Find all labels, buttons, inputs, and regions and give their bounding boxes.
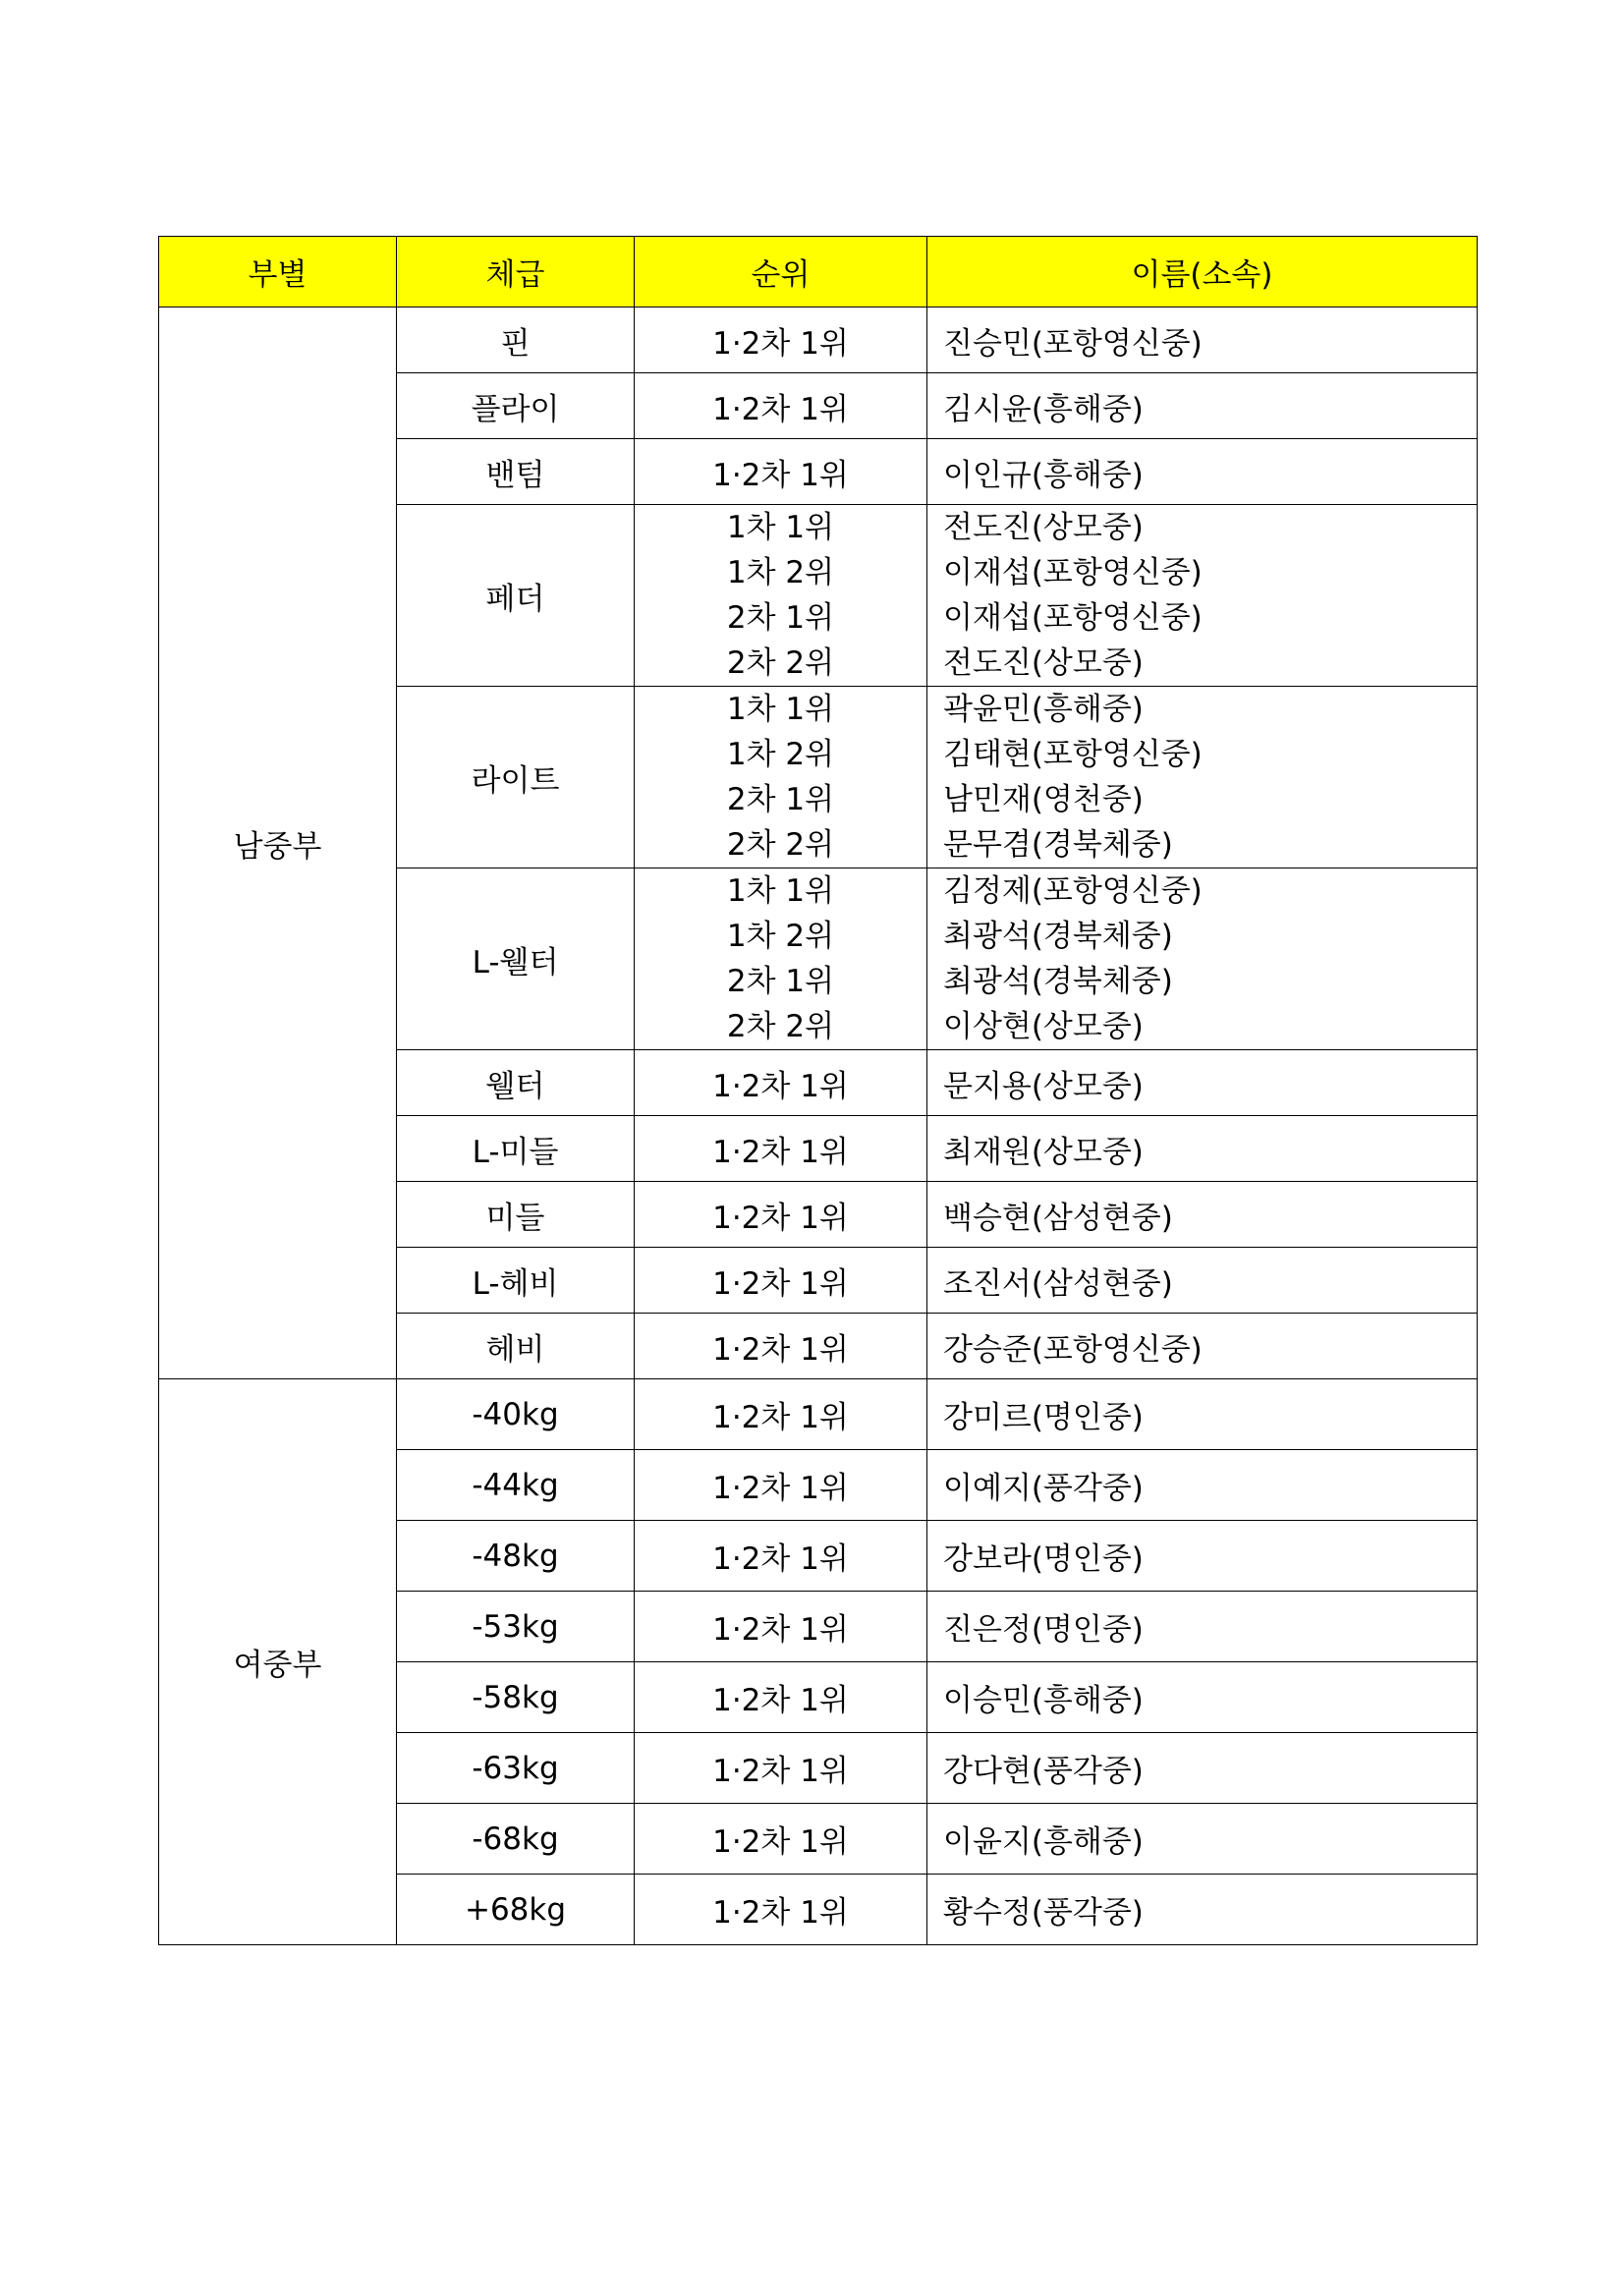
name-cell-line: 남민재(영천중) [943, 782, 1144, 817]
weight-class-cell: -63kg [397, 1733, 635, 1804]
weight-class-cell: L-웰터 [397, 868, 635, 1050]
name-cell-line: 전도진(상모중) [943, 645, 1144, 681]
name-cell-line: 문무겸(경북체중) [943, 827, 1173, 863]
rank-cell-line: 1차 1위 [726, 692, 835, 727]
name-cell-line: 이재섭(포항영신중) [943, 555, 1203, 590]
weight-class-cell: L-헤비 [397, 1248, 635, 1314]
header-rank: 순위 [635, 237, 927, 308]
rank-cell [635, 687, 927, 868]
division-cell: 남중부 [159, 308, 397, 1379]
weight-class-cell: L-미들 [397, 1116, 635, 1182]
weight-class-cell: 핀 [397, 308, 635, 373]
weight-class-cell: -44kg [397, 1450, 635, 1521]
results-body [159, 308, 1478, 1945]
rank-cell: 1·2차 1위 [635, 1592, 927, 1662]
weight-class-cell: 미들 [397, 1182, 635, 1248]
name-cell [927, 505, 1478, 687]
rank-cell-line: 2차 1위 [726, 782, 835, 817]
rank-cell-line: 1차 1위 [726, 510, 835, 545]
rank-cell: 1·2차 1위 [635, 1116, 927, 1182]
division-cell: 여중부 [159, 1379, 397, 1945]
name-cell: 강승준(포항영신중) [927, 1314, 1478, 1379]
weight-class-cell: +68kg [397, 1875, 635, 1945]
rank-cell-stack [635, 687, 926, 868]
weight-class-cell: 라이트 [397, 687, 635, 868]
weight-class-cell: 페더 [397, 505, 635, 687]
rank-cell: 1·2차 1위 [635, 1662, 927, 1733]
name-cell-line: 이재섭(포항영신중) [943, 600, 1203, 636]
weight-class-cell: 웰터 [397, 1050, 635, 1116]
rank-cell-line: 2차 1위 [726, 600, 835, 636]
rank-cell-stack [635, 505, 926, 686]
name-cell: 강다현(풍각중) [927, 1733, 1478, 1804]
name-cell-stack [943, 505, 1477, 686]
name-cell-line: 최광석(경북체중) [943, 919, 1173, 954]
weight-class-cell: 플라이 [397, 373, 635, 439]
name-cell-line: 곽윤민(흥해중) [943, 692, 1144, 727]
rank-cell-line: 1차 1위 [726, 873, 835, 909]
name-cell: 이승민(흥해중) [927, 1662, 1478, 1733]
name-cell: 이인규(흥해중) [927, 439, 1478, 505]
name-cell-line: 이상현(상모중) [943, 1009, 1144, 1044]
name-cell: 백승현(삼성현중) [927, 1182, 1478, 1248]
name-cell-line: 김태현(포항영신중) [943, 737, 1203, 772]
name-cell [927, 687, 1478, 868]
name-cell-stack [943, 868, 1477, 1049]
rank-cell: 1·2차 1위 [635, 1521, 927, 1592]
rank-cell-line: 2차 1위 [726, 964, 835, 999]
rank-cell [635, 868, 927, 1050]
name-cell: 최재원(상모중) [927, 1116, 1478, 1182]
weight-class-cell: 밴텀 [397, 439, 635, 505]
name-cell: 진은정(명인중) [927, 1592, 1478, 1662]
rank-cell-line: 1차 2위 [726, 555, 835, 590]
weight-class-cell: 헤비 [397, 1314, 635, 1379]
rank-cell: 1·2차 1위 [635, 1875, 927, 1945]
name-cell-line: 최광석(경북체중) [943, 964, 1173, 999]
weight-class-cell: -53kg [397, 1592, 635, 1662]
header-row [159, 237, 1478, 308]
header-name: 이름(소속) [927, 237, 1478, 308]
rank-cell [635, 505, 927, 687]
rank-cell: 1·2차 1위 [635, 439, 927, 505]
rank-cell: 1·2차 1위 [635, 1314, 927, 1379]
rank-cell: 1·2차 1위 [635, 1182, 927, 1248]
header-division: 부별 [159, 237, 397, 308]
rank-cell: 1·2차 1위 [635, 1804, 927, 1875]
header-weight: 체급 [397, 237, 635, 308]
rank-cell-stack [635, 868, 926, 1049]
name-cell: 김시윤(흥해중) [927, 373, 1478, 439]
rank-cell: 1·2차 1위 [635, 1248, 927, 1314]
name-cell: 강미르(명인중) [927, 1379, 1478, 1450]
results-table [158, 236, 1478, 1945]
name-cell-line: 전도진(상모중) [943, 510, 1144, 545]
rank-cell-line: 1차 2위 [726, 737, 835, 772]
name-cell [927, 868, 1478, 1050]
rank-cell-line: 2차 2위 [726, 1009, 835, 1044]
rank-cell: 1·2차 1위 [635, 373, 927, 439]
name-cell: 문지용(상모중) [927, 1050, 1478, 1116]
weight-class-cell: -68kg [397, 1804, 635, 1875]
name-cell: 황수정(풍각중) [927, 1875, 1478, 1945]
rank-cell: 1·2차 1위 [635, 1450, 927, 1521]
rank-cell-line: 1차 2위 [726, 919, 835, 954]
rank-cell: 1·2차 1위 [635, 1050, 927, 1116]
rank-cell-line: 2차 2위 [726, 827, 835, 863]
name-cell-stack [943, 687, 1477, 868]
rank-cell-line: 2차 2위 [726, 645, 835, 681]
name-cell: 이윤지(흥해중) [927, 1804, 1478, 1875]
name-cell-line: 김정제(포항영신중) [943, 873, 1203, 909]
name-cell: 이예지(풍각중) [927, 1450, 1478, 1521]
weight-class-cell: -48kg [397, 1521, 635, 1592]
table-row [159, 1379, 1478, 1450]
name-cell: 강보라(명인중) [927, 1521, 1478, 1592]
name-cell: 진승민(포항영신중) [927, 308, 1478, 373]
rank-cell: 1·2차 1위 [635, 1379, 927, 1450]
name-cell: 조진서(삼성현중) [927, 1248, 1478, 1314]
weight-class-cell: -58kg [397, 1662, 635, 1733]
table-row [159, 308, 1478, 373]
rank-cell: 1·2차 1위 [635, 308, 927, 373]
rank-cell: 1·2차 1위 [635, 1733, 927, 1804]
weight-class-cell: -40kg [397, 1379, 635, 1450]
